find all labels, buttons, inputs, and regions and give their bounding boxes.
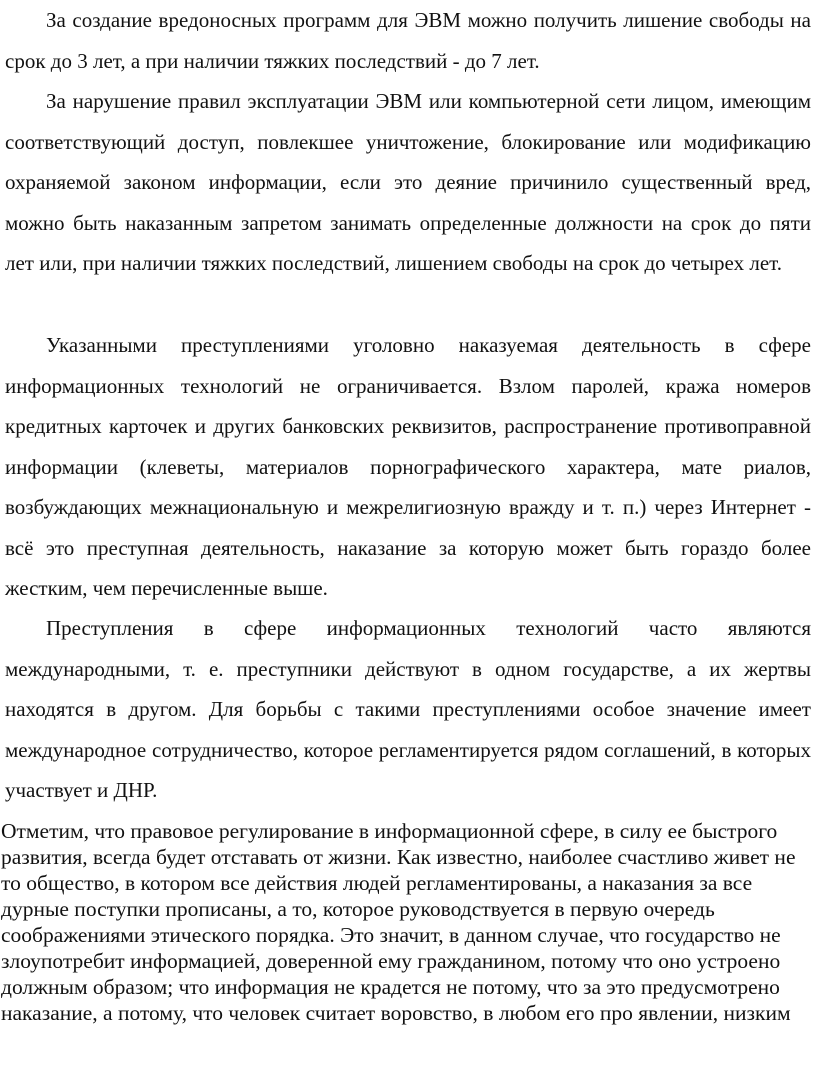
- paragraph-international-crimes: Преступления в сфере информационных технологий часто являются международными, т. е. преступники действуют в одном государстве, а их жертвы находятся в другом. Для борьбы с такими преступлениями особое значение имеет международное сотрудничество, которое регламентируется рядом соглашений, в которых участвует и ДНР.: [5, 616, 811, 802]
- paragraph-legal-regulation: Отметим, что правовое регулирование в информационной сфере, в силу ее быстрого развития, всегда будет отставать от жизни. Как известно, наиболее счастливо живет не то общество, в котором все действия людей регламентированы, а наказания за все дурные поступки прописаны, а то, которое руководствуется в первую очередь соображениями этического порядка. Это значит, в данном случае, что государство не злоупотребит информацией, доверенной ему гражданином, потому что оно устроено должным образом; что информация не крадется не потому, что за это предусмотрено наказание, а потому, что человек считает воровство, в любом его про явлении, низким: [1, 819, 796, 1025]
- paragraph-malware-penalty: За создание вредоносных программ для ЭВМ можно получить лишение свободы на срок до 3 лет, а при наличии тяжких последствий - до 7 лет.: [5, 8, 811, 73]
- paragraph-other-it-crimes: Указанными преступлениями уголовно наказуемая деятельность в сфере информационных технологий не ограничивается. Взлом паролей, кража номеров кредитных карточек и других банковских реквизитов, распространение противоправной информации (клеветы, материалов порнографического характера, мате риалов, возбуждающих межнациональную и межрелигиозную вражду и т. п.) через Интернет - всё это преступная деятельность, наказание за которую может быть гораздо более жестким, чем перечисленные выше.: [5, 333, 811, 600]
- paragraph-network-rules-violation: За нарушение правил эксплуатации ЭВМ или компьютерной сети лицом, имеющим соответствующий доступ, повлекшее уничтожение, блокирование или модификацию охраняемой законом информации, если это деяние причинило существенный вред, можно быть наказанным запретом занимать определенные должности на срок до пяти лет или, при наличии тяжких последствий, лишением свободы на срок до четырех лет.: [5, 89, 811, 275]
